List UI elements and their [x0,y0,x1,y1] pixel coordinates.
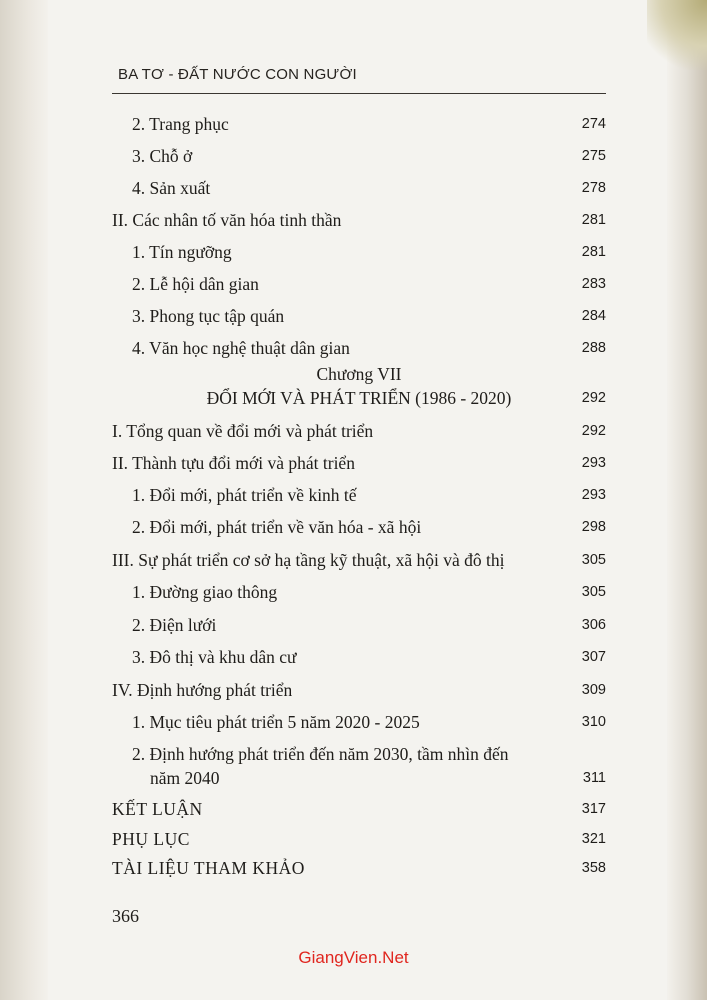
toc-entry-page: 281 [581,244,606,260]
toc-entry [0,303,707,329]
toc-entry-title: 3. Chỗ ở [132,146,193,166]
toc-entry [0,644,707,670]
toc-entry-page: 278 [581,180,606,196]
toc-entry-title: 2. Đổi mới, phát triển về văn hóa - xã hội [132,517,422,537]
toc-entry-title: 3. Phong tục tập quán [132,306,285,326]
toc-entry [0,271,707,297]
toc-entry-title: KẾT LUẬN [112,799,203,819]
toc-entry-title: PHỤ LỤC [112,829,190,849]
toc-entry [0,207,707,233]
toc-entry-page: 274 [581,116,606,132]
toc-entry-title: IV. Định hướng phát triển [112,680,293,700]
running-head: BA TƠ - ĐẤT NƯỚC CON NGƯỜI [118,66,357,83]
toc-entry-page: 358 [581,860,606,876]
toc-entry [0,239,707,265]
toc-entry-title-continued: năm 2040 [150,768,220,788]
toc-entry-page: 292 [581,423,606,439]
toc-entry [0,143,707,169]
toc-entry-page: 288 [581,340,606,356]
toc-entry [0,175,707,201]
toc-entry-page: 298 [581,519,606,535]
toc-entry-page: 305 [581,584,606,600]
toc-entry [0,514,707,540]
toc-entry [0,826,707,852]
toc-entry [0,111,707,137]
toc-entry-page: 284 [581,308,606,324]
chapter-label: Chương VII [316,364,402,384]
toc-entry-page: 293 [581,487,606,503]
page-number: 366 [112,906,139,926]
toc-entry [0,418,707,444]
toc-entry-title: 4. Văn học nghệ thuật dân gian [132,338,350,358]
toc-entry-page: 311 [582,770,606,786]
toc-entry-wrapped-line2 [0,765,707,791]
toc-entry-title: 2. Điện lưới [132,615,217,635]
toc-entry-title: 1. Đổi mới, phát triển về kinh tế [132,485,357,505]
toc-entry-title: 2. Trang phục [132,114,229,134]
toc-entry-title: II. Thành tựu đổi mới và phát triển [112,453,355,473]
chapter-page: 292 [581,390,606,406]
toc-entry [0,579,707,605]
toc-entry-page: 317 [581,801,606,817]
toc-entry-title: 2. Định hướng phát triển đến năm 2030, tầm nhìn đến [132,744,509,764]
toc-entry-title: 1. Tín ngưỡng [132,242,232,262]
toc-entry-page: 305 [581,552,606,568]
toc-entry-title: 1. Mục tiêu phát triển 5 năm 2020 - 2025 [132,712,420,732]
toc-entry-title: 4. Sản xuất [132,178,211,198]
toc-entry [0,796,707,822]
toc-entry-title: 3. Đô thị và khu dân cư [132,647,297,667]
toc-entry [0,677,707,703]
toc-entry-page: 281 [581,212,606,228]
watermark-text: GiangVien.Net [298,948,409,967]
toc-entry-page: 309 [581,682,606,698]
header-rule [112,93,606,94]
toc-entry-page: 306 [581,617,606,633]
toc-entry-title: III. Sự phát triển cơ sở hạ tầng kỹ thuật, xã hội và đô thị [112,550,505,570]
toc-entry-title: 1. Đường giao thông [132,582,278,602]
toc-entry-title: II. Các nhân tố văn hóa tinh thần [112,210,342,230]
toc-entry [0,855,707,881]
toc-entry-page: 307 [581,649,606,665]
toc-entry [0,612,707,638]
toc-entry-page: 283 [581,276,606,292]
toc-entry [0,450,707,476]
chapter-title: ĐỔI MỚI VÀ PHÁT TRIỂN (1986 - 2020) [206,388,512,408]
toc-entry-wrapped-line1 [0,741,707,767]
toc-entry [0,547,707,573]
toc-entry-page: 293 [581,455,606,471]
toc-entry-title: I. Tổng quan về đổi mới và phát triển [112,421,374,441]
page-corner-shadow [647,0,707,70]
toc-entry-page: 310 [581,714,606,730]
toc-entry [0,335,707,361]
toc-entry-title: TÀI LIỆU THAM KHẢO [112,858,305,878]
toc-entry-page: 275 [581,148,606,164]
toc-entry [0,482,707,508]
toc-entry-page: 321 [581,831,606,847]
chapter-page-row [0,385,707,411]
toc-entry-title: 2. Lễ hội dân gian [132,274,259,294]
toc-entry [0,709,707,735]
